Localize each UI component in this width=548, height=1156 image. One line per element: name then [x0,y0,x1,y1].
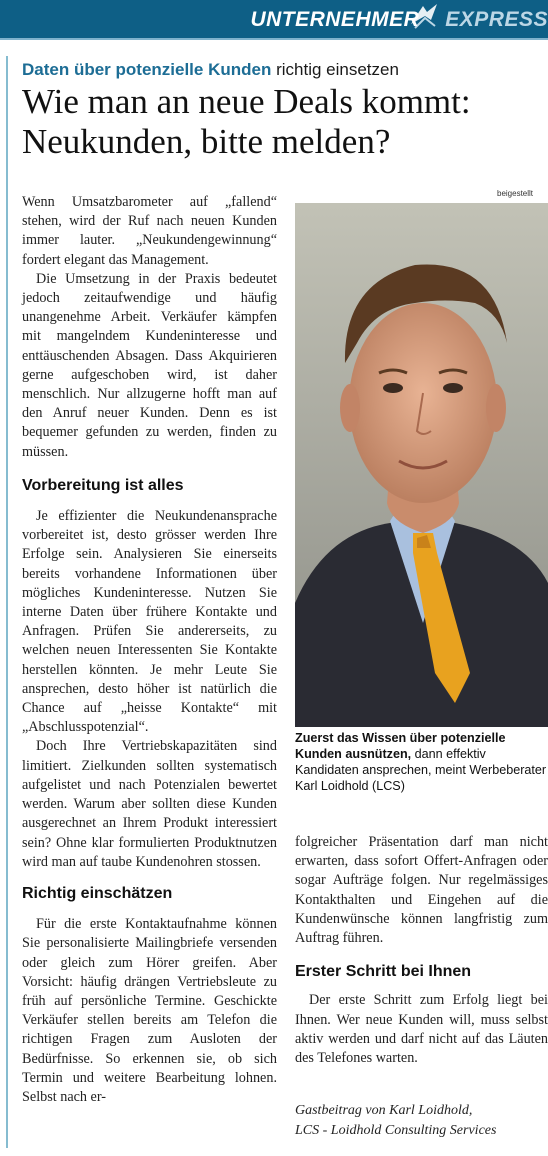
section2-paragraph-continued: folgreicher Präsentation darf man nicht erwarten, dass sofort Offert-Anfragen oder sogar Aufträge folgen. Nur regelmässiges Kontakthalten und Eingehen auf die Kundenwünsche können langfristig zum Auftrag führen. [295,834,548,947]
intro-paragraph-1: Wenn Umsatzbarometer auf „fallend“ stehen, wird der Ruf nach neuen Kunden immer lauter. „Neukundengewinnung“ fordert elegant das Management. [22,194,277,268]
margin-rule [6,56,8,1148]
photo-caption [295,730,548,794]
section1-paragraph-2: Doch Ihre Vertriebskapazitäten sind limitiert. Zielkunden sollten systematisch aufgelistet und nach Potenzialen bewertet werden. Warum aber sollten diese Kunden ausgerechnet an Ihrem Produkt interessiert sein? Ohne klar formulierten Produktnutzen wird man auf taube Kundenohren stossen. [22,738,277,870]
section1-paragraph-1: Je effizienter die Neukundenansprache vorbereitet ist, desto grösser werden Ihre Erfolge sein. Analysieren Sie einerseits bereits vorhandene Informationen über mögliches Kundeninteresse. Nutzen Sie interne Daten über frühere Kontakte und Anfragen. Prüfen Sie andererseits, zu welchen neuen Interessenten Sie Kontakte herstellen könnten. Je mehr Leute Sie ansprechen, desto höher ist natürlich die Chance auf „heisse Kontakte“ mit „Abschlusspotenzial“. [22,508,277,736]
caption-rest: dann effektiv Kandidaten ansprechen, meint Werbeberater Karl Loidhold (LCS) [295,747,547,793]
masthead-logo [250,8,548,32]
headline [22,82,542,162]
caption-lead: Zuerst das Wissen über potenzielle Kunden ausnützen, [295,731,506,761]
intro-paragraph-2: Die Umsetzung in der Praxis bedeutet jedoch zeitaufwendige und häufig unangenehme Arbeit. Verkäufer kämpfen mit mangelndem Kundeninteresse und enttäuschenden Absagen. Dass Akquirieren gerne aufgeschoben wird, ist daher menschlich. Nur allzugerne hofft man auf den Anruf neuer Kunden. Denn es ist bequemer gefunden zu werden, finden zu müssen. [22,270,277,460]
section3-paragraph: Der erste Schritt zum Erfolg liegt bei Ihnen. Wer neue Kunden will, muss selbst aktiv werden und darf nicht auf das Läuten des Telefones warten. [295,992,548,1067]
headline-line-2: Neukunden, bitte melden? [22,122,391,161]
photo-credit: beigestellt [497,189,534,198]
kicker-rest: richtig einsetzen [271,60,399,79]
kicker [22,60,399,80]
section-heading-richtig: Richtig einschätzen [22,884,173,902]
portrait-photo [295,203,548,727]
masthead-word-2: EXPRESS [445,8,548,31]
byline-line-2: LCS - Loidhold Consulting Services [295,1123,497,1138]
author-byline [295,1101,548,1141]
headline-line-1: Wie man an neue Deals kommt: [22,82,471,121]
byline-line-1: Gastbeitrag von Karl Loidhold, [295,1103,473,1118]
section-heading-vorbereitung: Vorbereitung ist alles [22,476,184,494]
article-column-right [295,833,548,1068]
kicker-lead: Daten über potenzielle Kunden [22,60,272,79]
section2-paragraph-start: Für die erste Kontaktaufnahme können Sie personalisierte Mailingbriefe versenden oder gleich zum Hörer greifen. Aber Vorsicht: häufig drängen Vertriebsleute zu früh auf persönliche Termine. Geschickte Verkäufer stellen bereits am Telefon die richtigen Fragen zum Ausloten der Bedürfnisse. So erkennen sie, ob sich Termin und weitere Bearbeitung lohnen. Selbst nach er- [22,916,277,1105]
section-heading-erster-schritt: Erster Schritt bei Ihnen [295,963,472,981]
article-column-left [22,193,277,1107]
masthead-band [0,0,548,38]
masthead-word-1: UNTERNEHMER [250,8,420,31]
